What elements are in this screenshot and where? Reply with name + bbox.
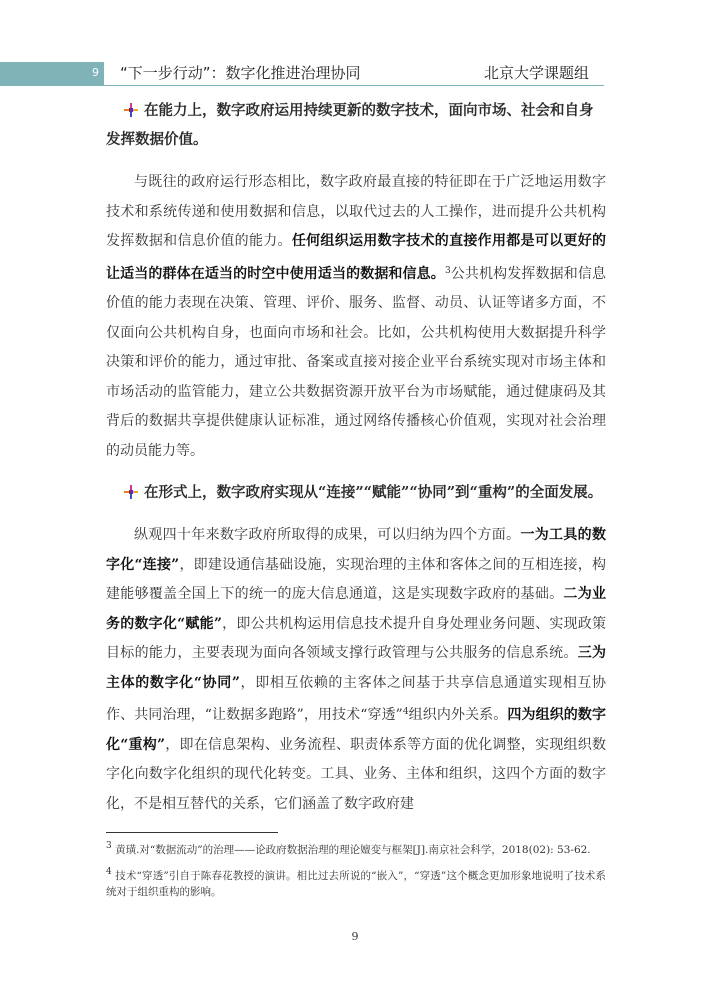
section2-bold-collab: 三为主体的数字化“协同”	[106, 645, 607, 691]
section2-paragraph	[106, 521, 606, 819]
page-number: 9	[351, 930, 359, 943]
section1-text-bold: 任何组织运用数字技术的直接作用都是可以更好的让适当的群体在适当的时空中使用适当的数据和信息。	[106, 233, 607, 282]
section2-text-e: ，即公共机构运用信息技术提升自身处理业务问题、实现政策目标的能力，主要表现为面向各领域支撑行政管理与公共服务的信息系统。	[106, 615, 607, 661]
section2-bold-empower: 二为业务的数字化“赋能”	[106, 586, 607, 632]
section2-bold-rebuild: 四为组织的数字化“重构”	[106, 707, 606, 753]
footnote-text: 技术“穿透”引自于陈春花教授的演讲。相比过去所说的“嵌入”，“穿透”这个概念更加形象地说明了技术系统对于组织重构的影响。	[106, 870, 606, 898]
header-rule	[104, 85, 604, 86]
section1-paragraph	[106, 168, 606, 466]
footnote-mark: 3	[106, 841, 112, 851]
header-org: 北京大学课题组	[484, 64, 590, 82]
header-color-band	[0, 62, 104, 86]
header-title: “下一步行动”：数字化推进治理协同	[120, 64, 361, 82]
section2-text-c: ，即建设通信基础设施，实现治理的主体和客体之间的互相连接，构建能够覆盖全国上下的统一的庞大信息通道，这是实现数字政府的基础。	[106, 556, 606, 602]
section2-heading-text: 在形式上，数字政府实现从“连接”“赋能”“协同”到“重构”的全面发展。	[144, 484, 603, 501]
footnote-ref-4[interactable]: 4	[402, 707, 409, 717]
section1-text-c: 公共机构发挥数据和信息价值的能力表现在决策、管理、评价、服务、监督、动员、认证等诸多方面，不仅面向公共机构自身，也面向市场和社会。比如，公共机构使用大数据提升科学决策和评价的能力，通过审批、备案或直接对接企业平台系统实现对市场主体和市场活动的监管能力，建立公共数据资源开放平台为市场赋能，通过健康码及其背后的数据共享提供健康认证标准，通过网络传播核心价值观，实现对社会治理的动员能力等。	[106, 265, 607, 459]
section1-text-a: 与既往的政府运行形态相比，数字政府最直接的特征即在于广泛地运用数字技术和系统传递和使用数据和信息，以取代过去的人工操作，进而提升公共机构发挥数据和信息价值的能力。	[106, 174, 606, 249]
footnote-mark: 4	[106, 867, 112, 877]
section2-bold-connect: 一为工具的数字化“连接”	[106, 527, 606, 573]
section2-text-g: ，即相互依赖的主客体之间基于共享信息通道实现相互协作、共同治理，“让数据多跑路”，用技术“穿透”	[106, 674, 607, 723]
footnote-text: 黄璜.对“数据流动”的治理——论政府数据治理的理论嬗变与框架[J].南京社会科学，2018(02): 53-62.	[115, 844, 591, 856]
footnote-rule	[106, 832, 278, 833]
section2-text-j: ，即在信息架构、业务流程、职责体系等方面的优化调整，实现组织数字化向数字化组织的现代化转变。工具、业务、主体和组织，这四个方面的数字化，不是相互替代的关系，它们涵盖了数字政府建	[106, 736, 607, 812]
section2-heading	[106, 478, 606, 507]
section1-heading	[106, 96, 606, 154]
main-content	[106, 96, 606, 819]
bullet-icon	[124, 103, 138, 117]
footnote-ref-3[interactable]: 3	[444, 265, 451, 276]
header-page-number: 9	[92, 66, 99, 79]
section1-heading-text: 在能力上，数字政府运用持续更新的数字技术，面向市场、社会和自身发挥数据价值。	[106, 102, 594, 148]
section2-text-h: 组织内外关系。	[408, 707, 508, 723]
footnote-3	[106, 838, 606, 858]
footnote-4	[106, 864, 606, 900]
footnotes	[106, 838, 606, 906]
bullet-icon	[124, 485, 138, 499]
section2-text-a: 纵观四十年来数字政府所取得的成果，可以归纳为四个方面。	[134, 527, 521, 543]
